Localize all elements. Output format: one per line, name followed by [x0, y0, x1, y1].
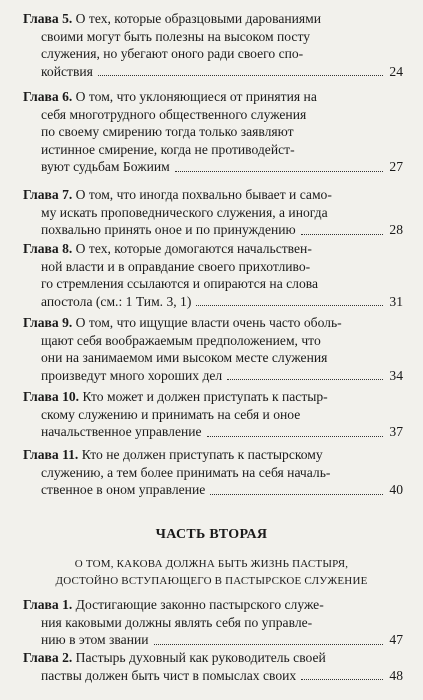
chapter-label: Глава 5. [23, 11, 73, 26]
chapter-title-text: ной власти и в оправдание своего прихотливо- [41, 258, 311, 274]
toc-entry [23, 649, 403, 684]
chapter-title-text: О тех, которые домогаются начальствен- [72, 241, 312, 256]
part-subtitle-line-1: О ТОМ, КАКОВА ДОЛЖНА БЫТЬ ЖИЗНЬ ПАСТЫРЯ, [74, 558, 349, 570]
toc-entry-line [23, 258, 403, 276]
leader-dots [227, 379, 383, 380]
page-number: 48 [389, 667, 403, 683]
leader-dots [154, 644, 383, 645]
toc-entry-line [23, 406, 403, 424]
toc-entry-line [23, 123, 403, 141]
part-subtitle [0, 556, 423, 590]
chapter-title-text: скому служению и принимать на себя и оное [41, 406, 301, 422]
toc-entry-line [23, 314, 403, 332]
leader-dots [196, 305, 383, 306]
chapter-label: Глава 1. [23, 597, 73, 612]
chapter-title-text: Кто может и должен приступать к пастыр- [79, 389, 328, 404]
toc-entry-line [23, 446, 403, 464]
toc-entry [23, 446, 403, 499]
page-number: 28 [389, 222, 403, 237]
chapter-title-text: по своему смирению тогда только заявляют [41, 124, 294, 139]
toc-entry-line [23, 349, 403, 367]
chapter-title-text: ственное в оном управление [41, 482, 206, 497]
toc-entry-line [23, 367, 403, 385]
chapter-title-text: паствы должен быть чист в помыслах своих [41, 667, 297, 683]
toc-entry-line [23, 158, 403, 176]
toc-entry-line [23, 204, 403, 222]
chapter-title-text: ния каковыми должны являть себя по управле- [41, 614, 313, 630]
toc-entry [23, 88, 403, 176]
chapter-title-text: истинное смирение, когда не противодейст- [41, 141, 295, 157]
toc-entry-line [23, 388, 403, 406]
chapter-label: Глава 11. [23, 447, 79, 462]
toc-entry-line [23, 275, 403, 293]
toc-entry [23, 186, 403, 239]
chapter-title-text: себя многотрудного общественного служения [41, 106, 307, 122]
leader-dots [98, 75, 383, 76]
toc-entry-line [23, 10, 403, 28]
toc-entry-line [23, 667, 403, 685]
chapter-title-text: Достигающие законно пастырского служе- [72, 597, 324, 612]
chapter-label: Глава 7. [23, 187, 73, 202]
chapter-label: Глава 8. [23, 241, 73, 256]
chapter-title-text: го стремления ссылаются и опираются на слова [41, 276, 319, 291]
page-number: 24 [389, 63, 403, 79]
toc-entry-line [23, 614, 403, 632]
leader-dots [207, 436, 383, 437]
toc-entry [23, 314, 403, 384]
toc-entry-line [23, 45, 403, 63]
toc-entry-line [23, 332, 403, 350]
chapter-label: Глава 10. [23, 389, 80, 404]
leader-dots [301, 234, 383, 235]
chapter-title-text: апостола (см.: 1 Тим. 3, 1) [41, 293, 192, 309]
chapter-label: Глава 6. [23, 89, 73, 104]
toc-entry-line [23, 649, 403, 667]
toc-entry-line [23, 293, 403, 311]
toc-entry [23, 10, 403, 80]
page-number: 27 [389, 159, 403, 174]
toc-entry-line [23, 141, 403, 159]
chapter-title-text: О том, что иногда похвально бывает и само- [72, 187, 332, 202]
chapter-title-text: служению, а тем более принимать на себя началь- [41, 464, 331, 480]
toc-entry [23, 596, 403, 649]
toc-entry-line [23, 186, 403, 204]
toc-entry-line [23, 631, 403, 649]
chapter-title-text: вуют судьбам Божиим [41, 159, 170, 174]
toc-entry-line [23, 63, 403, 81]
page-number: 37 [389, 424, 403, 439]
chapter-title-text: начальственное управление [41, 424, 202, 439]
page-number: 34 [389, 367, 403, 383]
chapter-title-text: му искать проповеднического служения, а иногда [41, 204, 328, 220]
chapter-title-text: Кто не должен приступать к пастырскому [78, 447, 323, 462]
chapter-title-text: они на занимаемом ими высоком месте служения [41, 350, 328, 365]
chapter-title-text: щают себя воображаемым предположением, что [41, 332, 321, 348]
leader-dots [175, 171, 383, 172]
toc-entry-line [23, 88, 403, 106]
chapter-title-text: О том, что ищущие власти очень часто оболь- [72, 315, 342, 330]
chapter-title-text: своими могут быть полезны на высоком посту [41, 28, 311, 44]
toc-entry-line [23, 481, 403, 499]
chapter-label: Глава 2. [23, 650, 73, 665]
toc-entry-line [23, 596, 403, 614]
toc-entry [23, 388, 403, 441]
toc-entry [23, 240, 403, 310]
toc-entry-line [23, 28, 403, 46]
leader-dots [210, 494, 383, 495]
chapter-title-text: произведут много хороших дел [41, 367, 223, 383]
chapter-label: Глава 9. [23, 315, 73, 330]
part-subtitle-line-2: ДОСТОЙНО ВСТУПАЮЩЕГО В ПАСТЫРСКОЕ СЛУЖЕНИЕ [55, 575, 368, 587]
leader-dots [301, 679, 383, 680]
chapter-title-text: койствия [41, 63, 93, 79]
chapter-title-text: служения, но убегают оного ради своего спо- [41, 46, 304, 61]
page-number: 47 [389, 632, 403, 647]
chapter-title-text: О том, что уклоняющиеся от принятия на [72, 89, 317, 104]
page-number: 40 [389, 482, 403, 497]
toc-entry-line [23, 221, 403, 239]
page-number: 31 [389, 293, 403, 309]
toc-entry-line [23, 423, 403, 441]
toc-entry-line [23, 106, 403, 124]
part-title: ЧАСТЬ ВТОРАЯ [155, 527, 268, 542]
chapter-title-text: Пастырь духовный как руководитель своей [72, 650, 326, 665]
toc-entry-line [23, 464, 403, 482]
chapter-title-text: похвально принять оное и по принуждению [41, 222, 296, 237]
chapter-title-text: О тех, которые образцовыми дарованиями [72, 11, 322, 26]
chapter-title-text: нию в этом звании [41, 632, 149, 647]
toc-entry-line [23, 240, 403, 258]
